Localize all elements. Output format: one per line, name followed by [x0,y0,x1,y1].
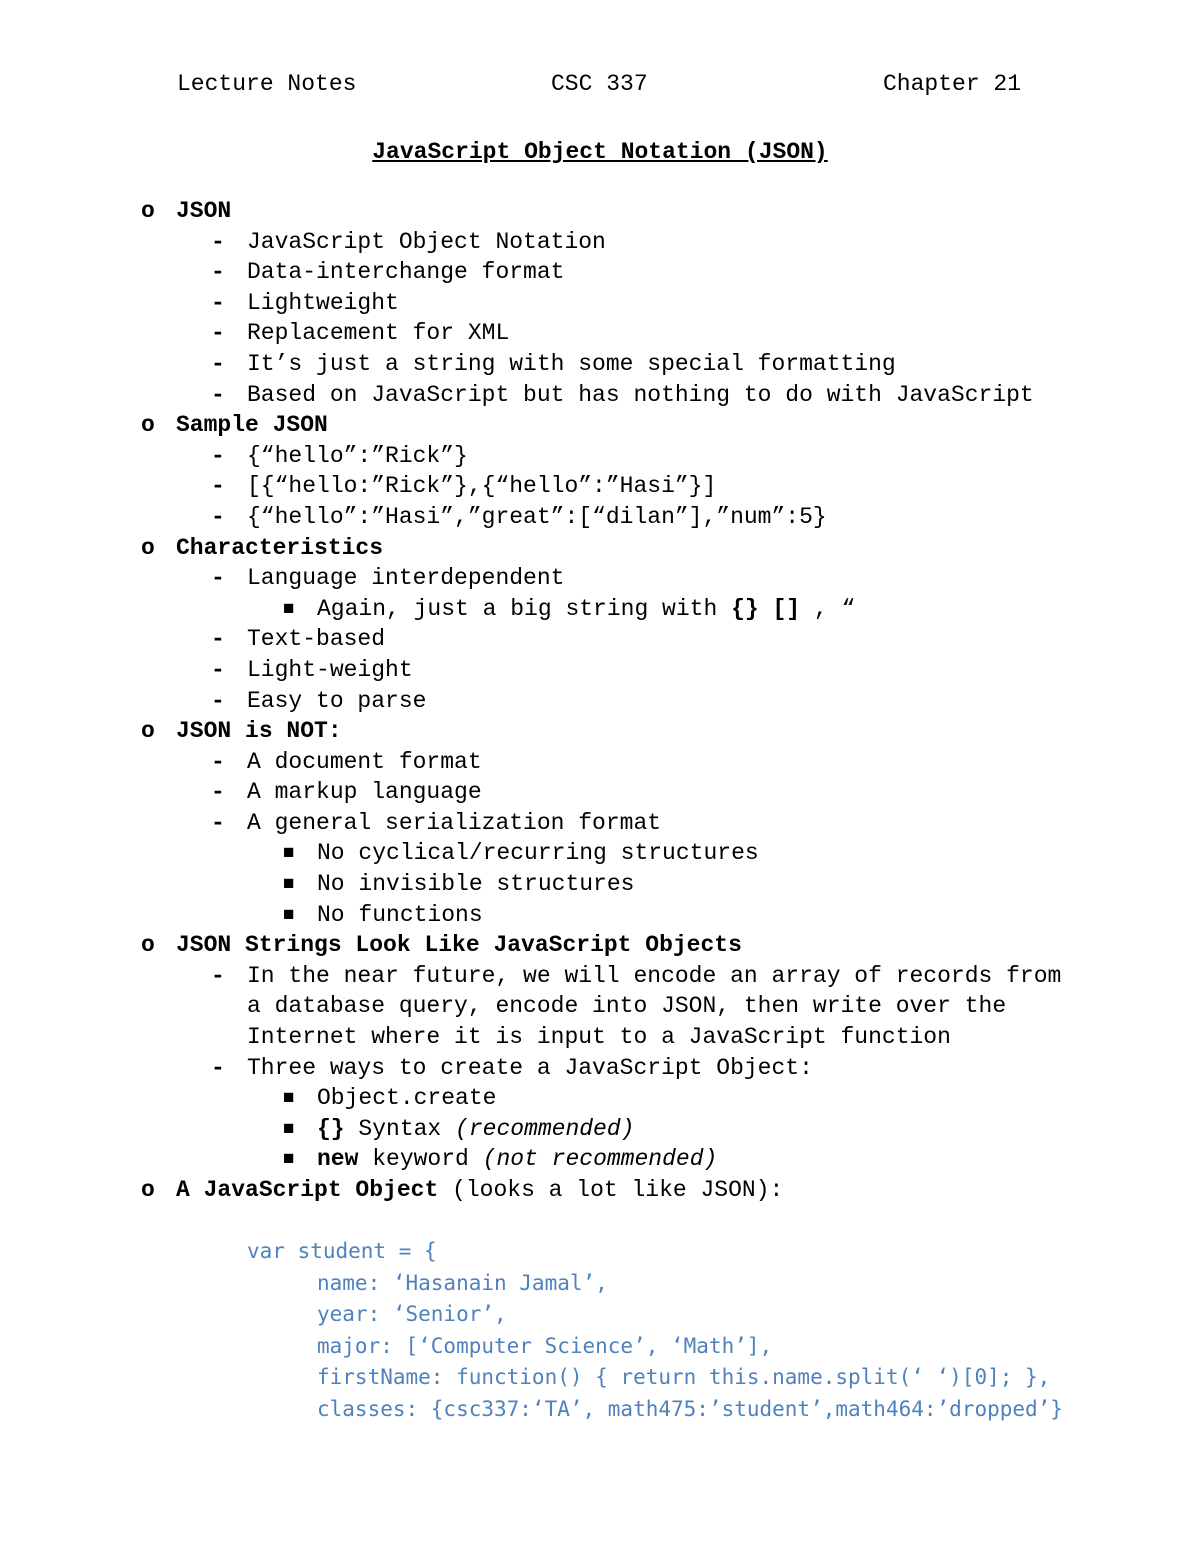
bullet-marker: o [141,1177,155,1204]
bullet-marker: o [141,412,155,439]
list-item: - JavaScript Object Notation [0,227,1200,258]
code-line: var student = { [247,1239,437,1263]
dash-marker: - [211,473,225,500]
header-course-notes: Lecture Notes [177,71,357,97]
sub-list-item: ■ No cyclical/recurring structures [0,838,1200,869]
dash-marker: - [211,565,225,592]
dash-marker: - [211,779,225,806]
code-block [0,1236,1200,1426]
list-item: - In the near future, we will encode an array of records from a database query, encode into JSON, then write over the Internet where it is input to a JavaScript function [211,962,1062,1051]
list-item: - It’s just a string with some special formatting [0,349,1200,380]
sub-list-item: ■ {} Syntax (recommended) [0,1114,1200,1145]
sub-list-item: ■ Again, just a big string with {} [] , “ [0,594,1200,625]
dash-marker: - [211,442,225,469]
list-item: - Data-interchange format [0,257,1200,288]
dash-marker: - [211,656,225,683]
bullet-marker: o [141,198,155,224]
section-heading-sample-json: o Sample JSON [0,410,1200,441]
list-item: - Lightweight [0,288,1200,319]
list-item: - Based on JavaScript but has nothing to do with JavaScript [0,380,1200,411]
sub-list-item: ■ No functions [0,900,1200,931]
code-line: major: [‘Computer Science’, ‘Math’], [317,1333,773,1358]
section-heading-javascript-object: o A JavaScript Object (looks a lot like JSON): [0,1175,1200,1206]
list-item: - A document format [0,747,1200,778]
list-item: - [{“hello:”Rick”},{“hello”:”Hasi”}] [0,471,1200,502]
section-heading-json-is-not: o JSON is NOT: [0,716,1200,747]
dash-marker: - [211,228,225,255]
square-bullet-icon: ■ [283,903,295,926]
sub-list-item: ■ No invisible structures [0,869,1200,900]
square-bullet-icon: ■ [283,1148,295,1171]
square-bullet-icon: ■ [283,597,295,620]
dash-marker: - [211,962,225,989]
square-bullet-icon: ■ [283,873,295,896]
list-item: - Easy to parse [0,686,1200,717]
list-item: - {“hello”:”Hasi”,”great”:[“dilan”],”num”:5} [0,502,1200,533]
bullet-marker: o [141,932,155,959]
square-bullet-icon: ■ [283,1117,295,1140]
bullet-marker: o [141,718,155,745]
outline [0,196,1200,1206]
square-bullet-icon: ■ [283,842,295,865]
sub-list-item: ■ Object.create [0,1083,1200,1114]
dash-marker: - [211,381,225,408]
dash-marker: - [211,687,225,714]
section-heading-json: o JSON [0,196,1200,227]
dash-marker: - [211,350,225,377]
list-item: - Replacement for XML [0,318,1200,349]
dash-marker: - [211,809,225,836]
header-course-code: CSC 337 [551,71,648,97]
dash-marker: - [211,259,225,286]
bullet-marker: o [141,534,155,561]
dash-marker: - [211,289,225,316]
sub-list-item: ■ new keyword (not recommended) [0,1144,1200,1175]
list-item: - Language interdependent [0,563,1200,594]
dash-marker: - [211,748,225,775]
list-item: - A general serialization format [0,808,1200,839]
code-line: name: ‘Hasanain Jamal’, [317,1270,608,1295]
dash-marker: - [211,320,225,347]
header-chapter: Chapter 21 [883,71,1022,97]
code-line: firstName: function() { return this.name.split(‘ ‘)[0]; }, [317,1365,1051,1390]
code-line: year: ‘Senior’, [317,1302,507,1327]
dash-marker: - [211,503,225,530]
list-item: - A markup language [0,777,1200,808]
list-item: - {“hello”:”Rick”} [0,441,1200,472]
section-heading-characteristics: o Characteristics [0,533,1200,564]
list-item: - Light-weight [0,655,1200,686]
page-title: JavaScript Object Notation (JSON) [372,139,828,165]
square-bullet-icon: ■ [283,1087,295,1110]
dash-marker: - [211,626,225,653]
code-line: classes: {csc337:‘TA’, math475:’student’,math464:’dropped’} [317,1396,1063,1421]
list-item: - Text-based [0,624,1200,655]
list-item: - Three ways to create a JavaScript Object: [0,1053,1200,1084]
section-heading-json-strings: o JSON Strings Look Like JavaScript Objects [0,930,1200,961]
dash-marker: - [211,1054,225,1081]
